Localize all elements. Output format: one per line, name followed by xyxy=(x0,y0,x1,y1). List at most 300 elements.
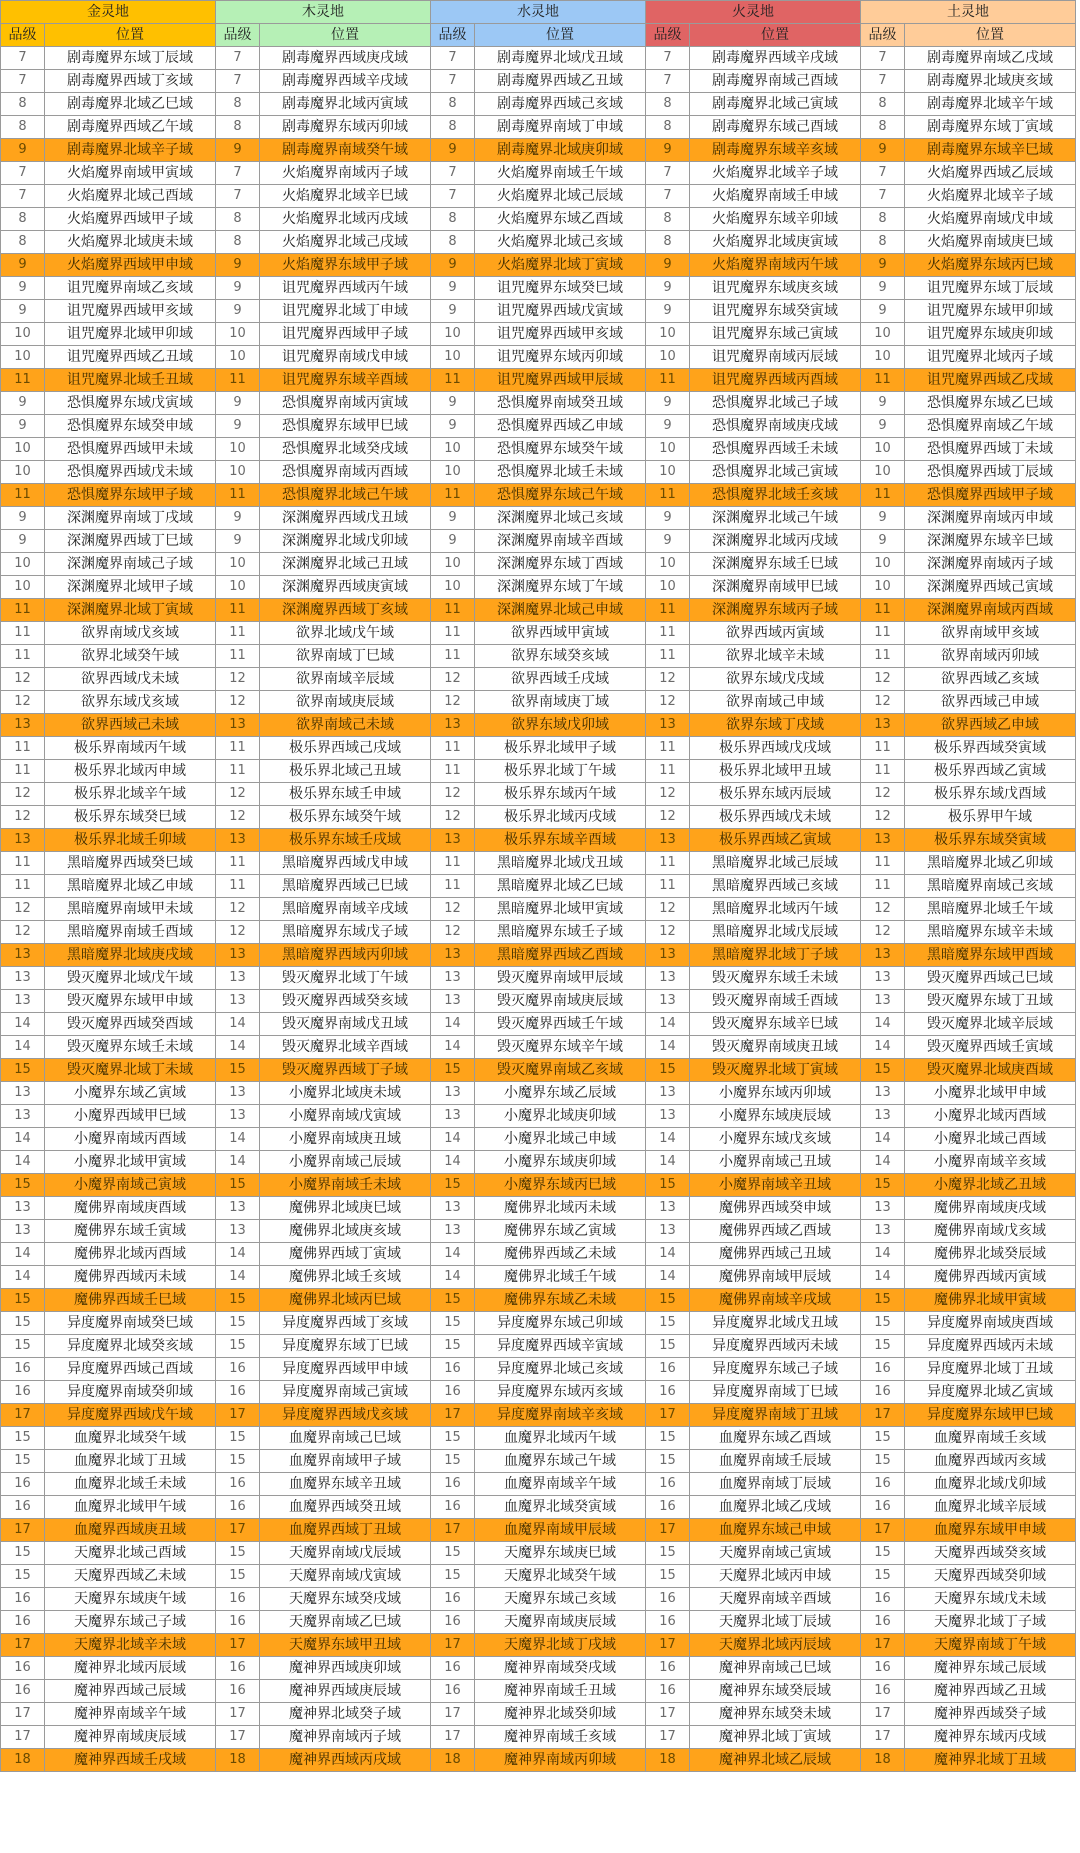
grade-cell: 11 xyxy=(1,737,45,760)
location-cell: 欲界东域丁戌域 xyxy=(690,714,861,737)
grade-cell: 9 xyxy=(861,507,905,530)
table-row xyxy=(1,530,1076,553)
grade-cell: 17 xyxy=(646,1404,690,1427)
table-row xyxy=(1,208,1076,231)
table-row xyxy=(1,1266,1076,1289)
location-cell: 极乐界北域辛午域 xyxy=(45,783,216,806)
grade-cell: 15 xyxy=(646,1289,690,1312)
grade-cell: 15 xyxy=(646,1174,690,1197)
location-cell: 深渊魔界西域戊丑域 xyxy=(260,507,431,530)
grade-cell: 9 xyxy=(1,300,45,323)
location-cell: 天魔界南域己寅域 xyxy=(690,1542,861,1565)
location-cell: 极乐界北域丙戌域 xyxy=(475,806,646,829)
grade-cell: 13 xyxy=(646,1197,690,1220)
table-row xyxy=(1,1565,1076,1588)
location-cell: 魔佛界北域丙酉域 xyxy=(45,1243,216,1266)
grade-cell: 8 xyxy=(1,93,45,116)
location-cell: 异度魔界北域乙寅域 xyxy=(905,1381,1076,1404)
location-cell: 火焰魔界北域己亥域 xyxy=(475,231,646,254)
location-cell: 异度魔界南域癸卯域 xyxy=(45,1381,216,1404)
grade-cell: 15 xyxy=(216,1450,260,1473)
location-cell: 异度魔界北域戊丑域 xyxy=(690,1312,861,1335)
location-cell: 魔佛界东域乙未域 xyxy=(475,1289,646,1312)
grade-cell: 11 xyxy=(646,737,690,760)
grade-cell: 8 xyxy=(216,93,260,116)
grade-header: 品级 xyxy=(1,24,45,47)
grade-cell: 14 xyxy=(216,1128,260,1151)
grade-cell: 9 xyxy=(1,254,45,277)
table-row xyxy=(1,1611,1076,1634)
location-cell: 黑暗魔界北域乙申域 xyxy=(45,875,216,898)
grade-cell: 16 xyxy=(216,1588,260,1611)
location-cell: 天魔界北域辛未域 xyxy=(45,1634,216,1657)
grade-cell: 11 xyxy=(1,484,45,507)
grade-cell: 18 xyxy=(431,1749,475,1772)
location-cell: 欲界东域戊卯域 xyxy=(475,714,646,737)
grade-cell: 11 xyxy=(216,369,260,392)
location-cell: 魔神界北域癸子域 xyxy=(260,1703,431,1726)
grade-cell: 16 xyxy=(646,1473,690,1496)
grade-cell: 18 xyxy=(216,1749,260,1772)
location-cell: 异度魔界西域己酉域 xyxy=(45,1358,216,1381)
location-cell: 深渊魔界东域壬巳域 xyxy=(690,553,861,576)
grade-cell: 9 xyxy=(1,415,45,438)
table-row xyxy=(1,116,1076,139)
grade-cell: 14 xyxy=(861,1036,905,1059)
location-cell: 小魔界南域辛亥域 xyxy=(905,1151,1076,1174)
table-row xyxy=(1,1082,1076,1105)
location-header: 位置 xyxy=(690,24,861,47)
location-cell: 魔佛界西域癸申域 xyxy=(690,1197,861,1220)
location-cell: 极乐界西域戊未域 xyxy=(690,806,861,829)
grade-cell: 15 xyxy=(646,1542,690,1565)
location-cell: 黑暗魔界北域乙巳域 xyxy=(475,875,646,898)
location-cell: 欲界东域癸亥域 xyxy=(475,645,646,668)
grade-cell: 15 xyxy=(431,1427,475,1450)
location-cell: 异度魔界西域丁亥域 xyxy=(260,1312,431,1335)
grade-cell: 7 xyxy=(431,162,475,185)
grade-cell: 11 xyxy=(431,760,475,783)
location-cell: 魔佛界北域癸辰域 xyxy=(905,1243,1076,1266)
grade-cell: 16 xyxy=(431,1473,475,1496)
location-cell: 小魔界东域戊亥域 xyxy=(690,1128,861,1151)
table-row xyxy=(1,1197,1076,1220)
location-cell: 异度魔界东域丙亥域 xyxy=(475,1381,646,1404)
grade-cell: 16 xyxy=(431,1381,475,1404)
table-row xyxy=(1,392,1076,415)
location-cell: 欲界南域己申域 xyxy=(690,691,861,714)
location-cell: 欲界南域己未域 xyxy=(260,714,431,737)
grade-header: 品级 xyxy=(861,24,905,47)
location-cell: 极乐界东域丙辰域 xyxy=(690,783,861,806)
grade-cell: 13 xyxy=(431,1220,475,1243)
table-row xyxy=(1,323,1076,346)
location-cell: 小魔界南域己寅域 xyxy=(45,1174,216,1197)
location-cell: 小魔界南域壬未域 xyxy=(260,1174,431,1197)
grade-cell: 10 xyxy=(431,438,475,461)
location-cell: 血魔界北域戊卯域 xyxy=(905,1473,1076,1496)
grade-cell: 9 xyxy=(431,139,475,162)
grade-cell: 14 xyxy=(216,1036,260,1059)
location-cell: 血魔界北域甲午域 xyxy=(45,1496,216,1519)
location-cell: 极乐界北域甲子域 xyxy=(475,737,646,760)
location-cell: 毁灭魔界西域己巳域 xyxy=(905,967,1076,990)
grade-cell: 15 xyxy=(861,1565,905,1588)
table-row xyxy=(1,668,1076,691)
location-cell: 血魔界北域乙戌域 xyxy=(690,1496,861,1519)
location-cell: 诅咒魔界西域甲子域 xyxy=(260,323,431,346)
location-cell: 毁灭魔界西域癸酉域 xyxy=(45,1013,216,1036)
grade-cell: 12 xyxy=(861,806,905,829)
location-cell: 天魔界北域丁子域 xyxy=(905,1611,1076,1634)
grade-cell: 11 xyxy=(216,484,260,507)
grade-cell: 12 xyxy=(646,783,690,806)
grade-cell: 16 xyxy=(646,1588,690,1611)
location-cell: 欲界东域戊亥域 xyxy=(45,691,216,714)
location-cell: 毁灭魔界北域庚酉域 xyxy=(905,1059,1076,1082)
grade-cell: 14 xyxy=(646,1128,690,1151)
location-cell: 魔神界北域丁寅域 xyxy=(690,1726,861,1749)
location-cell: 魔佛界南域庚酉域 xyxy=(45,1197,216,1220)
location-cell: 恐惧魔界东域乙巳域 xyxy=(905,392,1076,415)
location-cell: 火焰魔界东域乙酉域 xyxy=(475,208,646,231)
location-cell: 小魔界东域乙辰域 xyxy=(475,1082,646,1105)
grade-cell: 9 xyxy=(1,392,45,415)
grade-cell: 9 xyxy=(646,530,690,553)
grade-cell: 10 xyxy=(646,576,690,599)
location-cell: 魔佛界西域丙未域 xyxy=(45,1266,216,1289)
location-cell: 深渊魔界南域丙子域 xyxy=(905,553,1076,576)
grade-cell: 11 xyxy=(861,737,905,760)
grade-cell: 11 xyxy=(431,599,475,622)
location-cell: 异度魔界西域戊午域 xyxy=(45,1404,216,1427)
location-cell: 剧毒魔界东域丙卯域 xyxy=(260,116,431,139)
location-cell: 魔神界西域乙丑域 xyxy=(905,1680,1076,1703)
location-cell: 天魔界北域癸午域 xyxy=(475,1565,646,1588)
location-cell: 小魔界南域辛丑域 xyxy=(690,1174,861,1197)
table-row xyxy=(1,1450,1076,1473)
grade-cell: 17 xyxy=(431,1634,475,1657)
location-cell: 血魔界南域丁辰域 xyxy=(690,1473,861,1496)
grade-cell: 14 xyxy=(646,1036,690,1059)
table-row xyxy=(1,1657,1076,1680)
location-cell: 魔佛界南域辛戌域 xyxy=(690,1289,861,1312)
grade-cell: 11 xyxy=(216,875,260,898)
section-header-earth: 土灵地 xyxy=(861,1,1076,24)
table-row xyxy=(1,346,1076,369)
location-cell: 深渊魔界南域丁戌域 xyxy=(45,507,216,530)
grade-cell: 15 xyxy=(861,1059,905,1082)
grade-cell: 10 xyxy=(861,323,905,346)
grade-cell: 8 xyxy=(216,231,260,254)
location-cell: 异度魔界东域己子域 xyxy=(690,1358,861,1381)
grade-cell: 11 xyxy=(431,645,475,668)
grade-cell: 9 xyxy=(646,139,690,162)
location-cell: 极乐界东域癸巳域 xyxy=(45,806,216,829)
table-row xyxy=(1,162,1076,185)
location-cell: 天魔界西域癸卯域 xyxy=(905,1565,1076,1588)
location-cell: 魔佛界北域甲寅域 xyxy=(905,1289,1076,1312)
grade-cell: 16 xyxy=(646,1611,690,1634)
location-cell: 魔佛界西域壬巳域 xyxy=(45,1289,216,1312)
grade-cell: 13 xyxy=(861,1082,905,1105)
location-cell: 剧毒魔界西域辛戌域 xyxy=(260,70,431,93)
location-cell: 小魔界北域己酉域 xyxy=(905,1128,1076,1151)
grade-cell: 11 xyxy=(861,645,905,668)
grade-cell: 13 xyxy=(1,944,45,967)
table-row xyxy=(1,1427,1076,1450)
grade-cell: 15 xyxy=(216,1289,260,1312)
grade-cell: 17 xyxy=(646,1703,690,1726)
grade-cell: 11 xyxy=(861,852,905,875)
grade-cell: 9 xyxy=(431,507,475,530)
location-cell: 火焰魔界北域辛巳域 xyxy=(260,185,431,208)
location-cell: 魔佛界南域庚戌域 xyxy=(905,1197,1076,1220)
location-cell: 火焰魔界南域戊申域 xyxy=(905,208,1076,231)
grade-cell: 11 xyxy=(646,760,690,783)
location-cell: 异度魔界南域庚酉域 xyxy=(905,1312,1076,1335)
location-cell: 魔神界西域庚卯域 xyxy=(260,1657,431,1680)
grade-cell: 13 xyxy=(431,1082,475,1105)
grade-cell: 15 xyxy=(646,1059,690,1082)
location-cell: 欲界西域戊未域 xyxy=(45,668,216,691)
location-cell: 毁灭魔界东域壬未域 xyxy=(690,967,861,990)
location-header: 位置 xyxy=(45,24,216,47)
grade-cell: 8 xyxy=(646,93,690,116)
grade-cell: 9 xyxy=(431,530,475,553)
location-cell: 诅咒魔界东域癸巳域 xyxy=(475,277,646,300)
location-cell: 欲界南域庚辰域 xyxy=(260,691,431,714)
grade-cell: 10 xyxy=(646,553,690,576)
location-cell: 恐惧魔界北域壬亥域 xyxy=(690,484,861,507)
grade-cell: 8 xyxy=(1,116,45,139)
location-cell: 血魔界南域壬亥域 xyxy=(905,1427,1076,1450)
table-row xyxy=(1,576,1076,599)
grade-cell: 14 xyxy=(431,1266,475,1289)
table-row xyxy=(1,507,1076,530)
grade-cell: 15 xyxy=(431,1450,475,1473)
grade-cell: 9 xyxy=(431,415,475,438)
grade-cell: 11 xyxy=(861,599,905,622)
grade-cell: 13 xyxy=(431,967,475,990)
grade-cell: 15 xyxy=(216,1335,260,1358)
location-cell: 小魔界南域丙酉域 xyxy=(45,1128,216,1151)
location-cell: 欲界南域丙卯域 xyxy=(905,645,1076,668)
location-cell: 天魔界东域庚巳域 xyxy=(475,1542,646,1565)
grade-cell: 7 xyxy=(216,70,260,93)
location-cell: 剧毒魔界东域辛巳域 xyxy=(905,139,1076,162)
grade-cell: 16 xyxy=(1,1496,45,1519)
location-cell: 毁灭魔界南域戊丑域 xyxy=(260,1013,431,1036)
location-cell: 火焰魔界东域辛卯域 xyxy=(690,208,861,231)
grade-cell: 13 xyxy=(861,990,905,1013)
location-cell: 深渊魔界北域丙戌域 xyxy=(690,530,861,553)
grade-cell: 11 xyxy=(216,622,260,645)
grade-cell: 14 xyxy=(646,1266,690,1289)
grade-cell: 7 xyxy=(646,47,690,70)
grade-cell: 10 xyxy=(1,576,45,599)
grade-cell: 14 xyxy=(1,1036,45,1059)
grade-cell: 15 xyxy=(1,1427,45,1450)
location-cell: 天魔界东域己子域 xyxy=(45,1611,216,1634)
location-cell: 魔神界西域丙戌域 xyxy=(260,1749,431,1772)
grade-cell: 14 xyxy=(216,1243,260,1266)
grade-cell: 17 xyxy=(861,1634,905,1657)
grade-cell: 11 xyxy=(216,852,260,875)
location-cell: 天魔界南域辛酉域 xyxy=(690,1588,861,1611)
location-cell: 血魔界西域丁丑域 xyxy=(260,1519,431,1542)
location-cell: 血魔界东域己午域 xyxy=(475,1450,646,1473)
location-cell: 天魔界南域乙巳域 xyxy=(260,1611,431,1634)
grade-cell: 7 xyxy=(216,162,260,185)
location-cell: 毁灭魔界东域甲申域 xyxy=(45,990,216,1013)
grade-cell: 15 xyxy=(861,1312,905,1335)
grade-cell: 12 xyxy=(1,691,45,714)
location-cell: 剧毒魔界北域庚卯域 xyxy=(475,139,646,162)
table-row xyxy=(1,1519,1076,1542)
grade-cell: 16 xyxy=(861,1473,905,1496)
table-row xyxy=(1,1059,1076,1082)
location-cell: 异度魔界南域丁丑域 xyxy=(690,1404,861,1427)
grade-cell: 14 xyxy=(216,1151,260,1174)
location-cell: 小魔界南域戊寅域 xyxy=(260,1105,431,1128)
location-cell: 深渊魔界西域庚寅域 xyxy=(260,576,431,599)
location-cell: 血魔界北域壬未域 xyxy=(45,1473,216,1496)
grade-cell: 15 xyxy=(1,1289,45,1312)
location-cell: 恐惧魔界北域己子域 xyxy=(690,392,861,415)
location-cell: 异度魔界南域己寅域 xyxy=(260,1381,431,1404)
location-cell: 魔佛界西域乙酉域 xyxy=(690,1220,861,1243)
grade-cell: 15 xyxy=(646,1565,690,1588)
location-cell: 诅咒魔界东域庚亥域 xyxy=(690,277,861,300)
location-cell: 欲界西域己申域 xyxy=(905,691,1076,714)
location-cell: 黑暗魔界东域辛未域 xyxy=(905,921,1076,944)
grade-cell: 14 xyxy=(431,1128,475,1151)
location-cell: 小魔界西域甲巳域 xyxy=(45,1105,216,1128)
grade-cell: 10 xyxy=(861,576,905,599)
grade-cell: 12 xyxy=(431,898,475,921)
grade-cell: 9 xyxy=(646,415,690,438)
location-cell: 火焰魔界西域乙辰域 xyxy=(905,162,1076,185)
location-cell: 极乐界东域癸午域 xyxy=(260,806,431,829)
grade-cell: 8 xyxy=(1,231,45,254)
grade-cell: 11 xyxy=(646,622,690,645)
grade-cell: 7 xyxy=(861,185,905,208)
location-cell: 深渊魔界东域丁酉域 xyxy=(475,553,646,576)
location-cell: 深渊魔界东域丁午域 xyxy=(475,576,646,599)
location-cell: 恐惧魔界东域己午域 xyxy=(475,484,646,507)
grade-cell: 9 xyxy=(431,300,475,323)
grade-cell: 10 xyxy=(861,438,905,461)
location-cell: 毁灭魔界北域辛酉域 xyxy=(260,1036,431,1059)
grade-cell: 13 xyxy=(1,1197,45,1220)
grade-cell: 17 xyxy=(431,1726,475,1749)
grade-cell: 10 xyxy=(1,346,45,369)
grade-cell: 17 xyxy=(1,1703,45,1726)
grade-cell: 10 xyxy=(861,461,905,484)
location-cell: 剧毒魔界西域辛戌域 xyxy=(690,47,861,70)
grade-cell: 10 xyxy=(861,346,905,369)
grade-cell: 11 xyxy=(1,645,45,668)
table-row xyxy=(1,875,1076,898)
location-cell: 极乐界东域丙午域 xyxy=(475,783,646,806)
grade-cell: 12 xyxy=(216,668,260,691)
location-cell: 欲界北域辛未域 xyxy=(690,645,861,668)
table-row xyxy=(1,139,1076,162)
location-cell: 剧毒魔界东域己酉域 xyxy=(690,116,861,139)
location-cell: 黑暗魔界北域丙午域 xyxy=(690,898,861,921)
grade-cell: 12 xyxy=(646,668,690,691)
grade-cell: 13 xyxy=(1,967,45,990)
location-cell: 欲界北域戊午域 xyxy=(260,622,431,645)
location-cell: 恐惧魔界北域己寅域 xyxy=(690,461,861,484)
location-cell: 恐惧魔界南域丙寅域 xyxy=(260,392,431,415)
location-cell: 黑暗魔界西域己巳域 xyxy=(260,875,431,898)
location-cell: 火焰魔界北域己辰域 xyxy=(475,185,646,208)
grade-cell: 12 xyxy=(431,691,475,714)
location-cell: 魔佛界西域丁寅域 xyxy=(260,1243,431,1266)
grade-cell: 12 xyxy=(1,783,45,806)
location-cell: 魔佛界北域丙未域 xyxy=(475,1197,646,1220)
grade-cell: 13 xyxy=(216,944,260,967)
grade-cell: 11 xyxy=(861,369,905,392)
location-cell: 欲界北域癸午域 xyxy=(45,645,216,668)
grade-cell: 9 xyxy=(1,530,45,553)
location-cell: 欲界西域己未域 xyxy=(45,714,216,737)
location-cell: 恐惧魔界北域壬未域 xyxy=(475,461,646,484)
grade-cell: 14 xyxy=(216,1266,260,1289)
location-cell: 魔神界南域壬丑域 xyxy=(475,1680,646,1703)
grade-cell: 9 xyxy=(216,392,260,415)
location-cell: 诅咒魔界东域辛酉域 xyxy=(260,369,431,392)
grade-cell: 13 xyxy=(646,829,690,852)
grade-cell: 7 xyxy=(1,185,45,208)
location-cell: 诅咒魔界西域甲亥域 xyxy=(475,323,646,346)
table-row xyxy=(1,47,1076,70)
location-cell: 小魔界北域乙丑域 xyxy=(905,1174,1076,1197)
location-cell: 恐惧魔界西域丁辰域 xyxy=(905,461,1076,484)
location-cell: 黑暗魔界东域甲酉域 xyxy=(905,944,1076,967)
location-cell: 异度魔界东域己卯域 xyxy=(475,1312,646,1335)
location-cell: 极乐界东域癸寅域 xyxy=(905,829,1076,852)
location-cell: 恐惧魔界西域甲未域 xyxy=(45,438,216,461)
grade-cell: 13 xyxy=(861,829,905,852)
location-cell: 魔佛界西域乙未域 xyxy=(475,1243,646,1266)
grade-cell: 9 xyxy=(216,300,260,323)
grade-cell: 13 xyxy=(431,829,475,852)
grade-cell: 13 xyxy=(861,1220,905,1243)
location-cell: 毁灭魔界北域戊午域 xyxy=(45,967,216,990)
location-cell: 血魔界东域辛丑域 xyxy=(260,1473,431,1496)
location-cell: 毁灭魔界北域丁午域 xyxy=(260,967,431,990)
location-cell: 黑暗魔界南域辛戌域 xyxy=(260,898,431,921)
location-cell: 剧毒魔界北域辛子域 xyxy=(45,139,216,162)
grade-cell: 9 xyxy=(646,300,690,323)
grade-cell: 13 xyxy=(1,1105,45,1128)
table-row xyxy=(1,1335,1076,1358)
grade-cell: 13 xyxy=(216,1220,260,1243)
grade-cell: 18 xyxy=(1,1749,45,1772)
grade-header: 品级 xyxy=(646,24,690,47)
grade-cell: 9 xyxy=(861,254,905,277)
grade-cell: 13 xyxy=(1,829,45,852)
grade-cell: 17 xyxy=(1,1726,45,1749)
table-row xyxy=(1,1174,1076,1197)
location-cell: 小魔界北域甲寅域 xyxy=(45,1151,216,1174)
grade-cell: 12 xyxy=(1,898,45,921)
location-cell: 火焰魔界南域甲寅域 xyxy=(45,162,216,185)
table-row xyxy=(1,277,1076,300)
